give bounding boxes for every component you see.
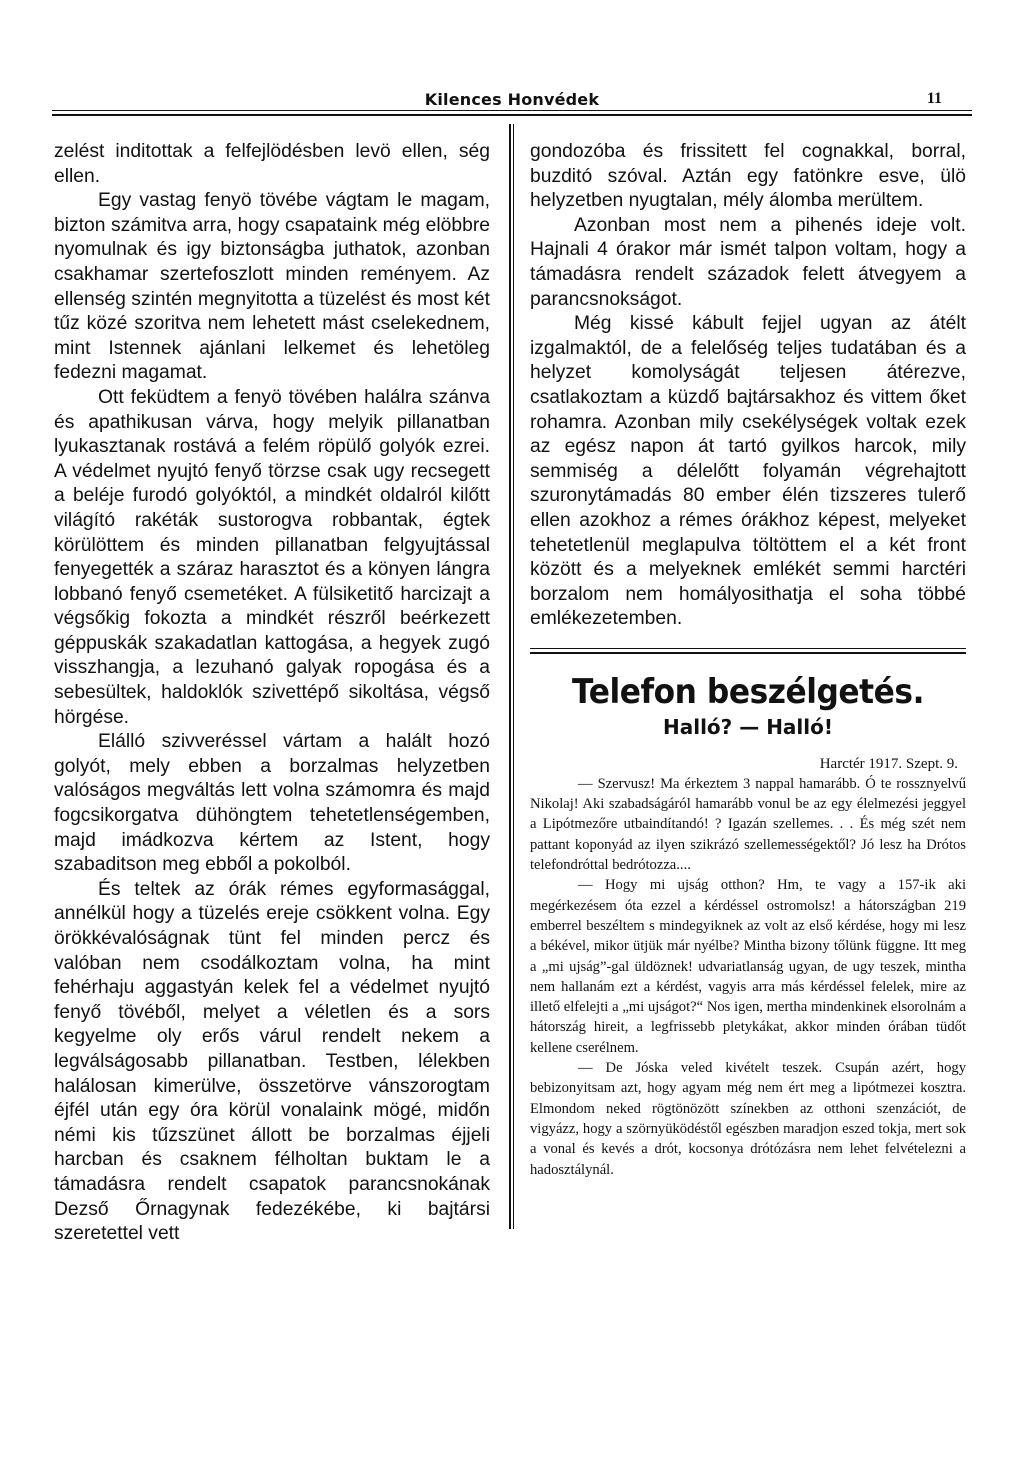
page-number: 11 [926,90,942,107]
paragraph: zelést inditottak a felfejlödésben levö ellen, ség ellen. [54,141,490,187]
right-column [530,140,966,1180]
left-column [54,140,490,1247]
paragraph: És teltek az órák rémes egyformasággal, annélkül hogy a tüzelés ereje csökkent volna. Egy örökkévalóságnak tünt fel minden percz és valóban nem csodálkoztam volna, ha mint fehérhaju aggastyán kelek fel a védelmet nyujtó fenyő tövéből, melyet a véletlen és a sors kegyelme oly erős várul rendelt nekem a legválságosabb pillanatban. Testben, lélekben halálosan kimerülve, összetörve vánszorogtam éjfél után egy óra körül vonalaink mögé, midőn némi kis tűzszünet állott be borzalmas éjjeli harcban és csaknem félholtan buktam le a támadásra rendelt csapatok parancsnokának Dezső Őrnagynak fedezékébe, ki bajtársi szeretettel vett [54,878,490,1245]
header-rule [52,110,972,111]
header-rule-thick [52,114,972,116]
paragraph: Ott feküdtem a fenyö tövében halálra szánva és apathikusan várva, hogy melyik pillanatban lyukasztanak rostává a felém röpülő golyók ezrei. A védelmet nyujtó fenyő törzse csak ugy recsegett a beléje furodó golyóktól, a mindkét oldalról kilőtt világító rakéták sustorogva robbantak, égtek körülöttem és minden pillanatban felgyujtással fenyegették a száraz harasztot és a könyen lángra lobbanó fenyő csemetéket. A fülsiketitő harcizajt a végsőkig fokozta a mindkét részről beérkezett géppuskák szakadatlan kattogása, a hegyek zugó visszhangja, a lezuhanó galyak ropogása és a sebesültek, haldoklók szivettépő sikoltása, végső hörgése. [54,386,490,728]
paragraph: Azonban most nem a pihenés ideje volt. Hajnali 4 órakor már ismét talpon voltam, hogy a támadásra rendelt századok felett átvegyem a parancsnokságot. [530,214,966,310]
page-header [52,90,972,120]
article-title: Telefon beszélgetés. [571,671,925,712]
article-paragraph: — Szervusz! Ma érkeztem 3 nappal hamarább. Ó te rossznyelvű Nikolaj! Aki szabadságáról hamarább vonul be az egy élelmezési jeggyel a Lipótmezőre utbaindítandó! ? Igazán szellemes. . . És még szét nem pattant koponyád az ilyen szikrázó szellemességektől? Jó lesz ha Drótos telefondróttal bedrótozza.... [530,775,966,874]
running-title: Kilences Honvédek [424,90,600,109]
article-subtitle: Halló? — Halló! [662,714,834,739]
paragraph: gondozóba és frissitett fel cognakkal, borral, buzditó szóval. Aztán egy fatönkre esve, ülö helyzetben nyugtalan, mély álomba merültem. [530,141,966,212]
paragraph: Egy vastag fenyö tövébe vágtam le magam, bizton számitva arra, hogy csapataink még elöbbre nyomulnak és igy biztonságba juthatok, azonban csakhamar szertefoszlott minden reményem. Az ellenség szintén megnyitotta a tüzelést és most két tűz közé szoritva nem lehetett mást cselekednem, mint Istennek ajánlani lelkemet és lehetöleg fedezni magamat. [54,190,490,384]
paragraph: Elálló szivveréssel vártam a halált hozó golyót, mely ebben a borzalmas helyzetben valóságos megváltás lett volna számomra és majd fogcsikorgatva dühöngtem tehetetlenségemben, majd imádkozva kértem az Istent, hogy szabaditson meg ebből a pokolból. [54,731,490,876]
paragraph: Még kissé kábult fejjel ugyan az átélt izgalmaktól, de a felelőség teljes tudatában és a helyzet komolyságát teljesen átérezve, csatlakoztam a küzdő bajtársakhoz és vittem őket rohamra. Azonban mily csekélységek voltak ezek az egész napon át tartó gyilkos harcok, mily semmiség a délelőtt folyamán végrehajtott szuronytámadás 80 ember élén tizszeres tulerő ellen azokhoz a rémes órákhoz képest, melyeket tehetetlenül meglapulva töltöttem el a két front között és a melyeknek emlékét semmi harctéri borzalom nem homályosithatja el soha többé emlékezetemben. [530,313,966,630]
article-paragraph: — De Jóska veled kivételt teszek. Csupán azért, hogy bebizonyitsam azt, hogy agyam még nem ért meg a lipótmezei kosztra. Elmondom neked rögtönözött színekben az otthoni szenzációt, de vigyázz, hogy a szörnyüködéstől egészben maradjon eszed tokja, mert sok a vonal és kevés a drót, kocsonya drótózásra nem lehet felvételezni a hadosztálynál. [530,1060,966,1178]
section-rule [530,648,966,654]
column-divider-thin [513,124,514,1229]
article-dateline: Harctér 1917. Szept. 9. [819,755,958,772]
column-divider [509,124,511,1229]
article-paragraph: — Hogy mi ujság otthon? Hm, te vagy a 157-ik aki megérkezésem óta ezzel a kérdéssel ostromolsz! a hátországban 219 emberrel beszéltem s mindegyiknek az volt az első kérdése, hogy mi lesz a békével, mikor ütjük már nyélbe? Mintha bizony tőlünk függne. Itt meg a „mi ujság”-gal üldöznek! udvariatlanság ugyan, de ugy teszek, mintha nem hallanám ezt a kérdést, vagyis arra más kérdéssel felelek, mire az illető elfelejti a „mi ujságot?“ Nos igen, mertha mindenkinek elsorolnám a hátország hireit, a legfrissebb pletykákat, akkor minden órában tüdőt kellene cserélnem. [530,877,966,1056]
